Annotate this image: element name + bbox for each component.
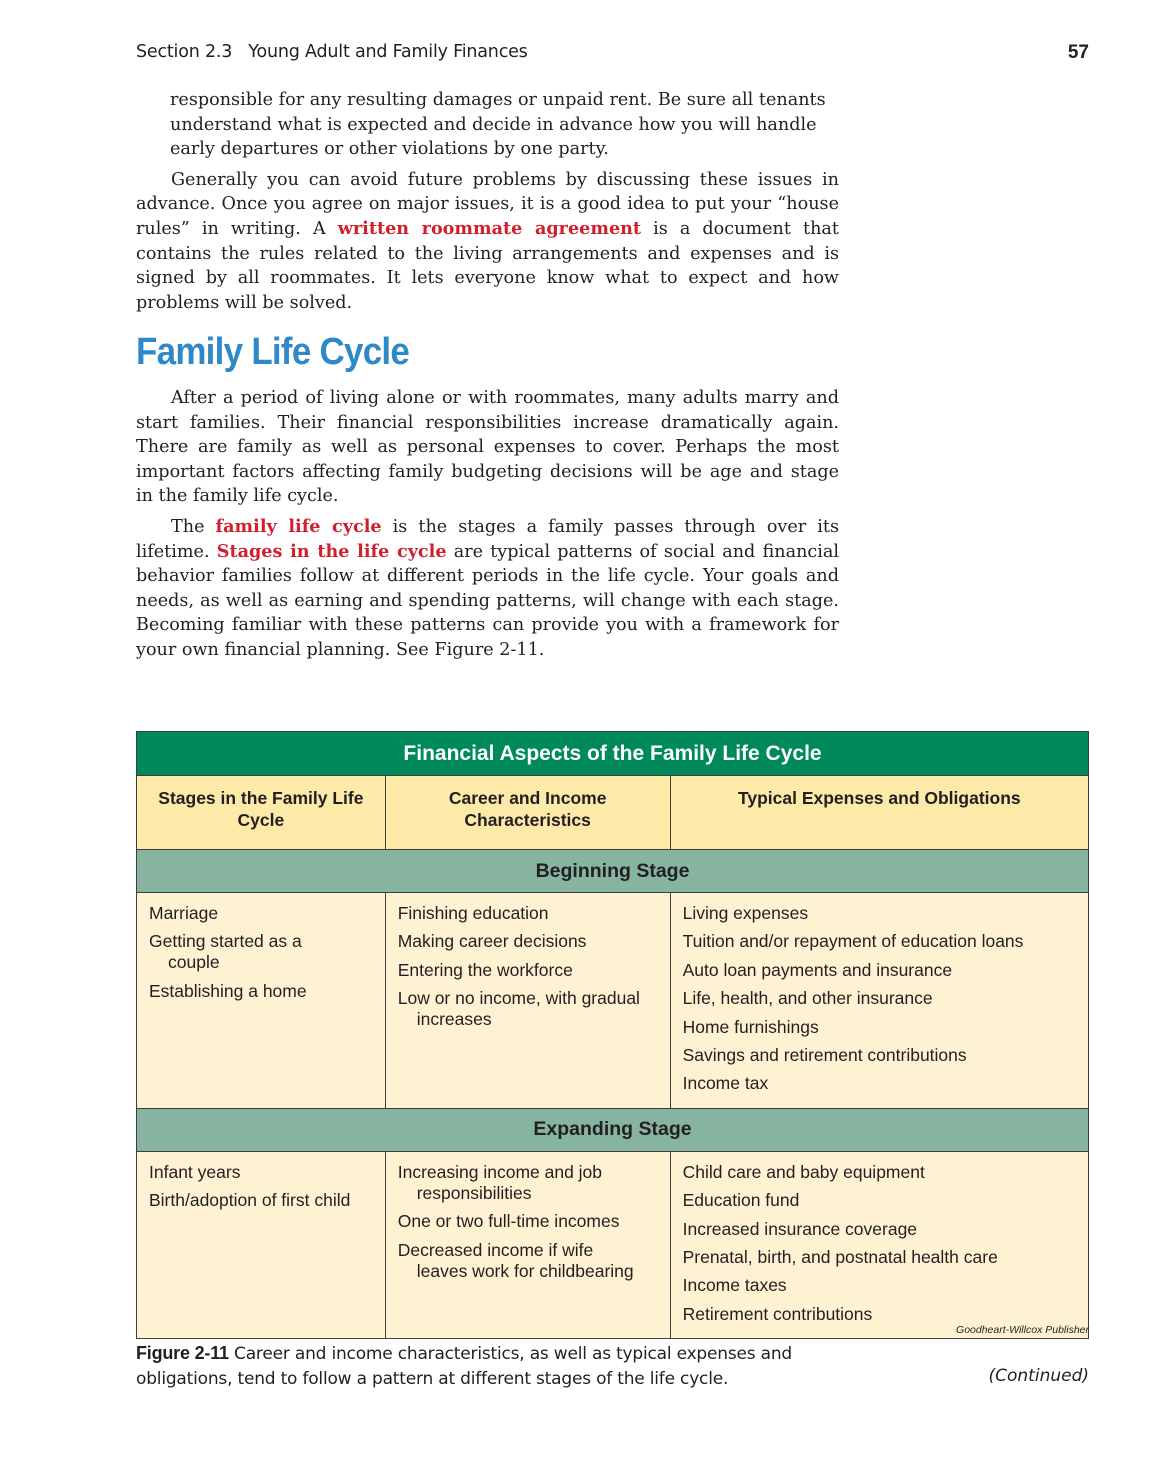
family-life-cycle-text-block	[136, 386, 839, 663]
section-heading: Family Life Cycle	[136, 331, 410, 373]
continued-note: (Continued)	[988, 1366, 1089, 1386]
table-title-row	[137, 732, 1089, 776]
key-term-stages-in-life-cycle: Stages in the life cycle	[216, 540, 447, 562]
list-item: Birth/adoption of first child	[149, 1190, 351, 1211]
list-item: Infant years	[149, 1161, 241, 1182]
list-item: Tuition and/or repayment of education loans	[682, 931, 1024, 952]
expenses-cell	[670, 1151, 1088, 1338]
column-header-stages: Stages in the Family Life Cycle	[137, 776, 386, 850]
list-item: Home furnishings	[682, 1016, 819, 1037]
list-item: Retirement contributions	[682, 1303, 873, 1324]
income-cell	[385, 893, 670, 1109]
paragraph-text: is the stages a family passes through over its lifetime.	[136, 516, 839, 562]
page-number: 57	[1067, 42, 1089, 63]
continued-paragraph: responsible for any resulting damages or unpaid rent. Be sure all tenants understand what is expected and decide in advance how you will handle early departures or other violations by one party.	[170, 90, 826, 160]
column-header-expenses: Typical Expenses and Obligations	[670, 776, 1088, 850]
expenses-cell	[670, 893, 1088, 1109]
paragraph-text: are typical patterns of social and financial behavior families follow at different periods in the life cycle. Your goals and needs, as well as earning and spending patterns, will change with each stage. Becoming familiar with these patterns can provide you with a framework for your own financial planning. See Figure 2-11.	[136, 541, 839, 660]
list-item: Income taxes	[682, 1275, 787, 1296]
figure-caption	[136, 1341, 876, 1391]
table-row	[137, 893, 1089, 1109]
intro-paragraph: After a period of living alone or with roommates, many adults marry and start families. Their financial responsibilities increase dramatically again. There are family as well as personal expenses to cover. Perhaps the most important factors affecting family budgeting decisions will be age and stage in the family life cycle.	[136, 388, 839, 507]
paragraph-text: Generally you can avoid future problems by discussing these issues in advance. Once you agree on major issues, it is a good idea to put your “house rules” in writing. A	[136, 169, 839, 239]
stages-cell	[137, 1151, 386, 1338]
list-item: Life, health, and other insurance	[682, 988, 933, 1009]
list-item: Establishing a home	[149, 980, 307, 1001]
stage-band-beginning	[137, 850, 1089, 893]
table-title: Financial Aspects of the Family Life Cycle	[137, 732, 1089, 776]
list-item: Getting started as a couple	[149, 931, 302, 973]
list-item: Making career decisions	[397, 931, 587, 952]
list-item: Auto loan payments and insurance	[682, 959, 953, 980]
figure-label: Figure 2-11	[136, 1343, 229, 1363]
list-item: Increased insurance coverage	[682, 1218, 918, 1239]
list-item: Living expenses	[682, 903, 809, 923]
stage-band-expanding	[137, 1108, 1089, 1151]
running-head	[136, 42, 1089, 68]
list-item: One or two full-time incomes	[397, 1211, 620, 1232]
list-item: Increasing income and job responsibilities	[397, 1161, 603, 1203]
section-title: Section 2.3 Young Adult and Family Finances	[136, 42, 528, 62]
list-item: Income tax	[682, 1073, 769, 1094]
key-term-family-life-cycle: family life cycle	[215, 515, 382, 537]
list-item: Marriage	[149, 903, 219, 923]
list-item: Low or no income, with gradual increases	[397, 988, 640, 1030]
list-item: Education fund	[682, 1190, 800, 1211]
paragraph-text: is a document that contains the rules related to the living arrangements and expenses and is signed by all roommates. It lets everyone know what to expect and how problems will be solved.	[136, 218, 839, 313]
stage-name: Beginning Stage	[137, 850, 1089, 893]
stage-name: Expanding Stage	[137, 1108, 1089, 1151]
paragraph-text: The	[171, 516, 216, 537]
financial-aspects-table	[136, 731, 1089, 1339]
definition-paragraph	[136, 515, 839, 663]
caption-text: Career and income characteristics, as well as typical expenses and obligations, tend to follow a pattern at different stages of the life cycle.	[136, 1344, 793, 1389]
list-item: Child care and baby equipment	[682, 1161, 925, 1182]
income-cell	[385, 1151, 670, 1338]
table-row	[137, 1151, 1089, 1338]
column-header-income: Career and Income Characteristics	[385, 776, 670, 850]
list-item: Decreased income if wife leaves work for childbearing	[397, 1239, 634, 1281]
list-item: Entering the workforce	[397, 959, 573, 980]
table-header-row	[137, 776, 1089, 850]
key-term-written-roommate-agreement: written roommate agreement	[337, 217, 642, 239]
roommate-text-block	[136, 88, 839, 315]
stages-cell	[137, 893, 386, 1109]
list-item: Prenatal, birth, and postnatal health care	[682, 1246, 998, 1267]
list-item: Savings and retirement contributions	[682, 1044, 967, 1065]
roommate-agreement-paragraph	[136, 168, 839, 316]
list-item: Finishing education	[397, 903, 549, 923]
figure-credit: Goodheart-Willcox Publisher	[956, 1324, 1089, 1336]
